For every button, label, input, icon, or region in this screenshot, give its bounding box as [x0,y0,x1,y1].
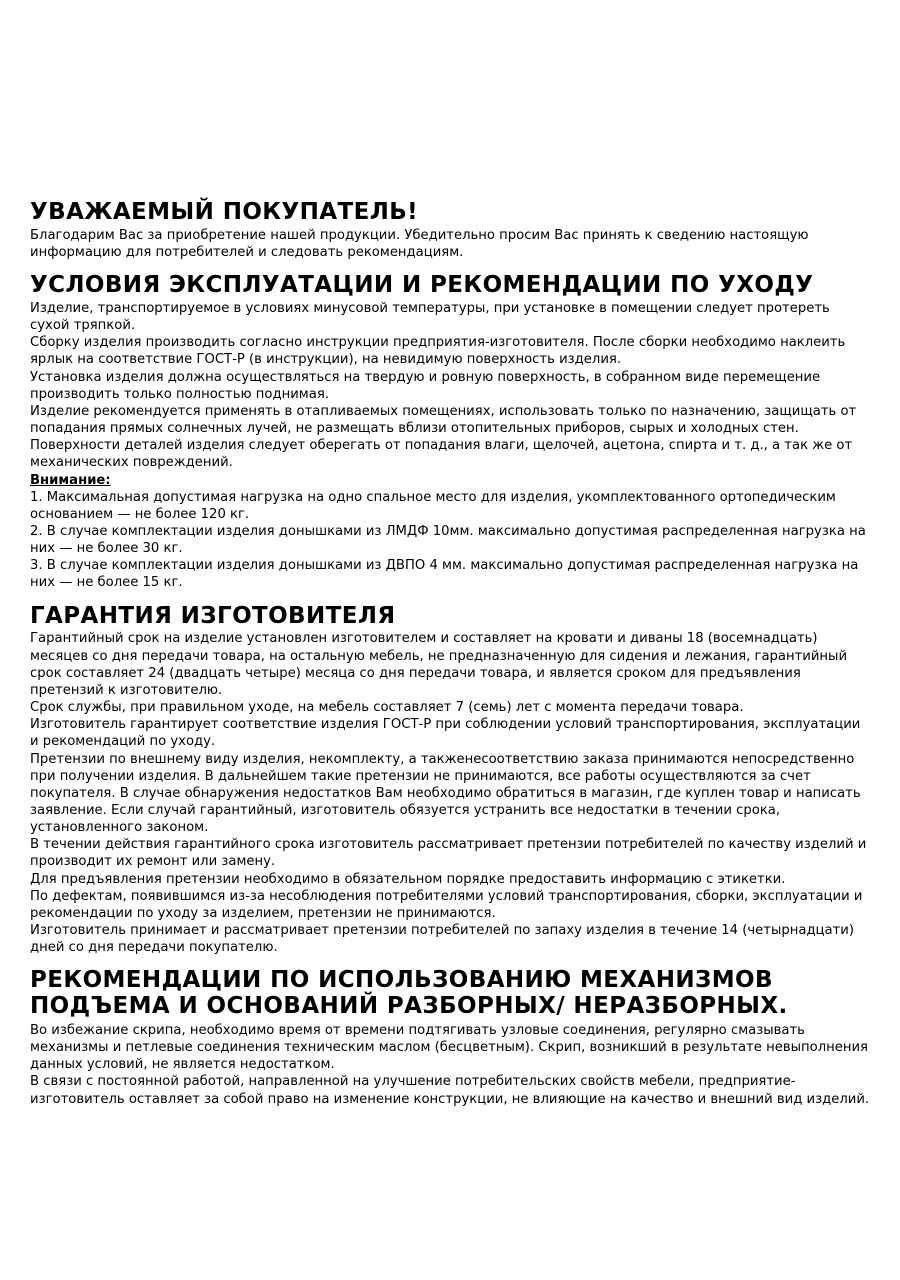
paragraph-warranty-8: Изготовитель принимает и рассматривает претензии потребителей по запаху изделия в течение 14 (четырнадцати) дней со дня передачи покупателю. [30,923,855,956]
paragraph-warranty-5: В течении действия гарантийного срока изготовитель рассматривает претензии потребителей по качеству изделий и производит их ремонт или замену. [30,837,867,870]
warning-label: Внимание: [30,472,111,488]
spacer [30,592,870,604]
section-mechanisms [30,968,870,1107]
paragraph-operation-1: Изделие, транспортируемое в условиях минусовой температуры, при установке в помещении следует протереть сухой тряпкой. [30,300,830,334]
paragraph-operation-2: Сборку изделия производить согласно инструкции предприятия-изготовителя. После сборки необходимо наклеить ярлык на соответствие ГОСТ-Р (в инструкции), на невидимую поверхность изделия. [30,335,846,368]
paragraph-operation-3: Установка изделия должна осуществляться на твердую и ровную поверхность, в собранном виде перемещение производить только полностью поднимая. [30,369,821,402]
section-heading-operation: УСЛОВИЯ ЭКСПЛУАТАЦИИ И РЕКОМЕНДАЦИИ ПО УХОДУ [30,272,814,299]
section-heading-mechanisms: РЕКОМЕНДАЦИИ ПО ИСПОЛЬЗОВАНИЮ МЕХАНИЗМОВ ПОДЪЕМА И ОСНОВАНИЙ РАЗБОРНЫХ/ НЕРАЗБОРНЫХ. [30,967,788,1020]
paragraph-operation-4: Изделие рекомендуется применять в отапливаемых помещениях, использовать только по назначению, защищать от попадания прямых солнечных лучей, не размещать вблизи отопительных приборов, сырых и холодных стен. [30,403,857,437]
section-operation [30,273,870,591]
paragraph-warranty-1: Гарантийный срок на изделие установлен изготовителем и составляет на кровати и диваны 18 (восемнадцать) месяцев со дня передачи товара, на остальную мебель, не предназначенную для сидения и лежания, гарантийный срок составляет 24 (двадцать четыре) месяца со дня передачи товара, и является сроком для предъявления претензий к изготовителю. [30,631,848,698]
paragraph-mechanisms-2: В связи с постоянной работой, направленной на улучшение потребительских свойств мебели, предприятие-изготовитель оставляет за собой право на изменение конструкции, не влияющие на качество и внешний вид изделий. [30,1074,870,1107]
paragraph-operation-5: Поверхности деталей изделия следует оберегать от попадания влаги, щелочей, ацетона, спирта и т. д., а так же от механических повреждений. [30,438,853,471]
paragraph-warranty-3: Изготовитель гарантирует соответствие изделия ГОСТ-Р при соблюдении условий транспортирования, эксплуатации и рекомендаций по уходу. [30,717,861,750]
warning-item-2: 2. В случае комплектации изделия донышками из ЛМДФ 10мм. максимально допустимая распределенная нагрузка на них — не более 30 кг. [30,524,866,557]
warning-item-3: 3. В случае комплектации изделия донышками из ДВПО 4 мм. максимально допустимая распределенная нагрузка на них — не более 15 кг. [30,558,859,591]
paragraph-warranty-2: Срок службы, при правильном уходе, на мебель составляет 7 (семь) лет с момента передачи товара. [30,700,744,716]
section-warranty [30,604,870,957]
paragraph-greeting-1: Благодарим Вас за приобретение нашей продукции. Убедительно просим Вас принять к сведению настоящую информацию для потребителей и следовать рекомендациям. [30,227,809,260]
section-heading-greeting: УВАЖАЕМЫЙ ПОКУПАТЕЛЬ! [30,199,419,225]
paragraph-warranty-6: Для предъявления претензии необходимо в обязательном порядке предоставить информацию с этикетки. [30,871,786,887]
paragraph-warranty-7: По дефектам, появившимся из-за несоблюдения потребителями условий транспортирования, сборки, эксплуатации и рекомендации по уходу за изделием, претензии не принимаются. [30,888,863,921]
document-body [30,200,870,1108]
section-greeting [30,200,870,261]
paragraph-warranty-4: Претензии по внешнему виду изделия, некомплекту, а такженесоответствию заказа принимаются непосредственно при получении изделия. В дальнейшем такие претензии не принимаются, все работы осуществляются за счет покупателя. В случае обнаружения недостатков Вам необходимо обратиться в магазин, где куплен товар и написать заявление. Если случай гарантийный, изготовитель обязуется устранить все недостатки в течении срока, установленного законом. [30,751,861,836]
warning-item-1: 1. Максимальная допустимая нагрузка на одно спальное место для изделия, укомплектованного ортопедическим основанием — не более 120 кг. [30,489,836,522]
section-heading-warranty: ГАРАНТИЯ ИЗГОТОВИТЕЛЯ [30,602,396,629]
paragraph-mechanisms-1: Во избежание скрипа, необходимо время от времени подтягивать узловые соединения, регулярно смазывать механизмы и петлевые соединения техническим маслом (бесцветным). Скрип, возникший в результате невыполнения данных условий, не является недостатком. [30,1022,868,1073]
